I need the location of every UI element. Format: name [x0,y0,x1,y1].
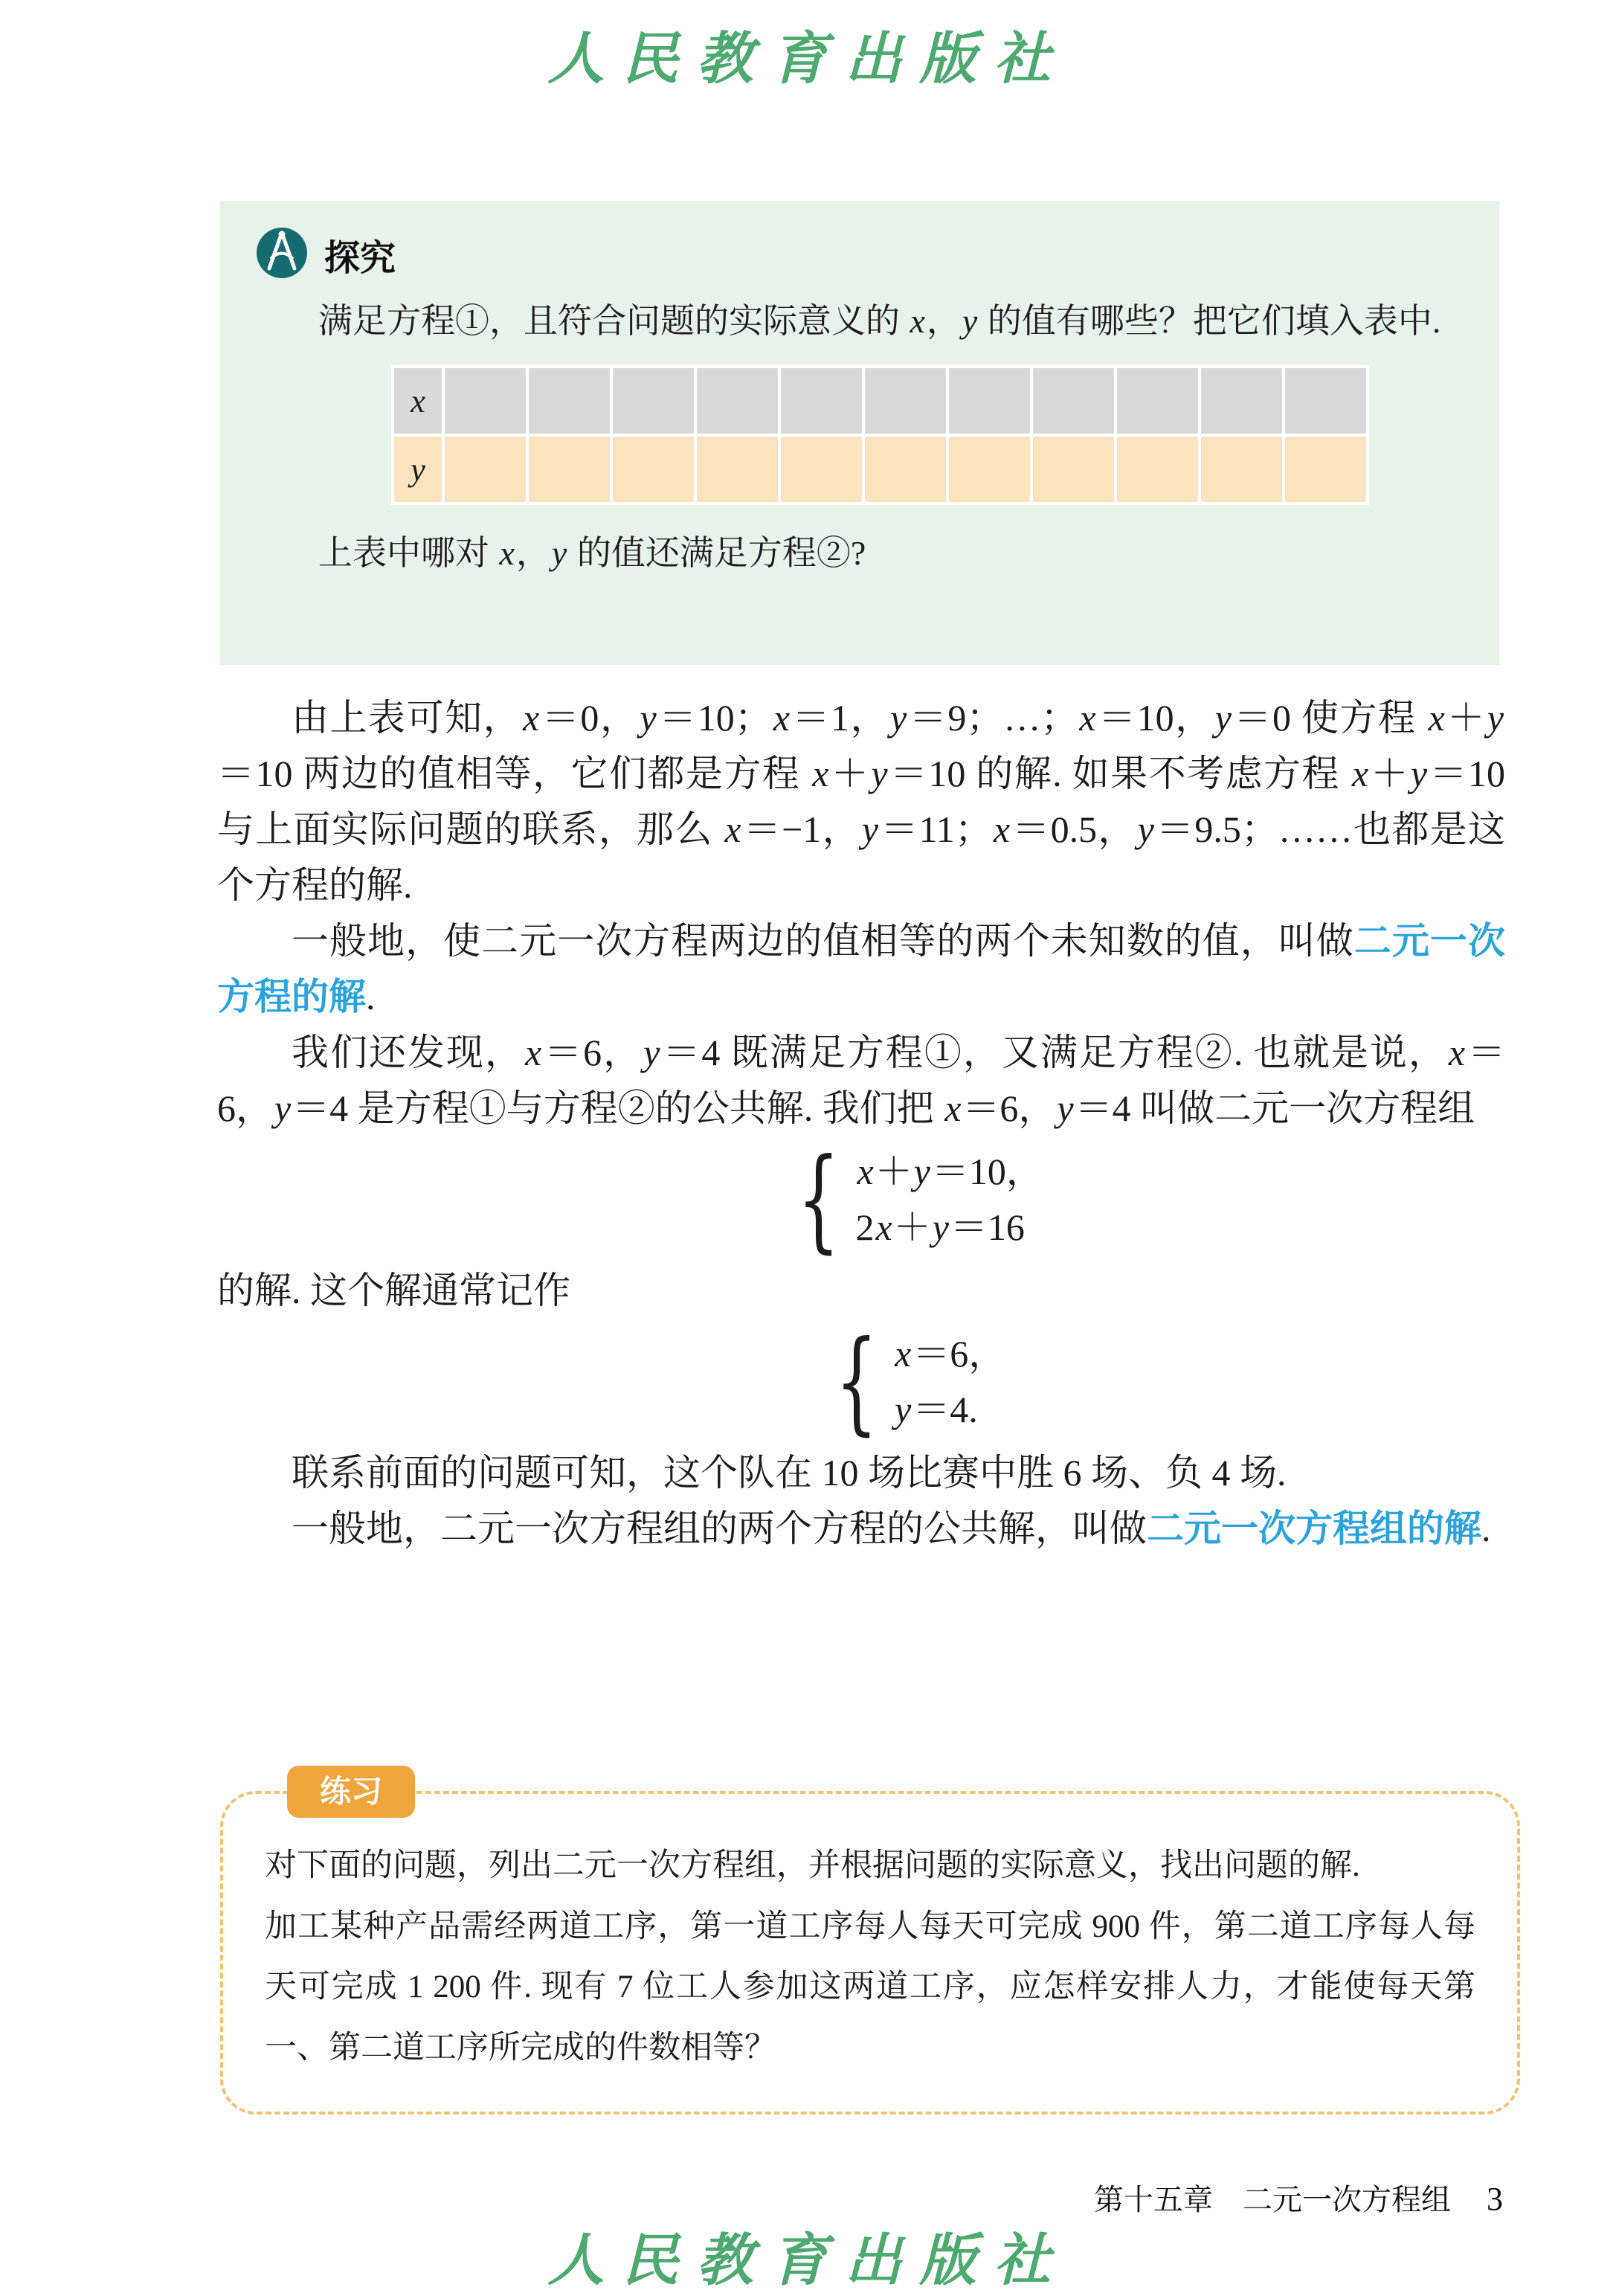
math-variable: x [895,1333,912,1374]
practice-label: 练习 [287,1766,415,1818]
equation-lines [856,1144,1043,1255]
math-variable: y [913,1151,930,1192]
explore-table [391,365,1369,505]
equation-line: x＝6， [895,1333,1006,1374]
equation-line: y＝4. [895,1389,978,1430]
math-variable: x [524,1032,542,1073]
table-cell-empty [527,435,611,504]
table-cell-empty [779,435,863,504]
table-cell-empty [779,367,863,435]
math-variable: x [773,697,790,739]
publisher-watermark-top: 人民教育出版社 [547,25,1069,91]
key-term: 二元一次方程的解 [217,920,1506,1017]
math-variable: x [724,808,741,850]
table-cell-empty [1031,435,1116,504]
table-cell-empty [527,367,611,435]
table-cell-empty [1200,367,1284,435]
table-cell-empty [1284,367,1368,435]
math-variable: y [932,1206,949,1248]
math-variable: x [857,1151,874,1192]
math-variable: x [812,753,829,794]
math-variable: x [523,697,540,739]
practice-paragraph: 对下面的问题，列出二元一次方程组，并根据问题的实际意义，找出问题的解. [265,1848,1360,1883]
equation-system [269,1135,1557,1264]
table-cell-empty [1284,435,1368,504]
math-variable: y [962,302,978,340]
math-variable: x [993,808,1011,850]
math-variable: y [643,1032,660,1073]
math-variable: x [1351,753,1369,794]
chapter-title: 第十五章 二元一次方程组 [1094,2183,1451,2216]
table-cell-empty [1031,367,1116,435]
key-term: 二元一次方程组的解 [1147,1508,1481,1549]
compass-icon [254,225,309,284]
explore-header [254,226,1469,283]
math-variable: y [861,808,879,850]
math-variable: y [1410,753,1428,794]
equation-line: 2x＋y＝16 [855,1206,1025,1248]
math-variable: x [1448,1032,1466,1073]
table-cell-empty [863,367,947,435]
page-footer [1094,2176,1503,2219]
paragraph: 一般地，使二元一次方程两边的值相等的两个未知数的值，叫做二元一次方程的解. [217,920,1506,1017]
paragraph: 联系前面的问题可知，这个队在 10 场比赛中胜 6 场、负 4 场. [292,1452,1287,1493]
math-variable: x [1079,697,1096,739]
math-variable: y [1057,1087,1074,1129]
table-cell-empty [443,435,527,504]
math-variable: y [274,1087,292,1129]
math-variable: y [871,753,888,794]
math-variable: y [1487,697,1504,739]
equation-line: x＋y＝10， [857,1151,1043,1192]
math-variable: y [1214,697,1232,739]
paragraph: 我们还发现，x＝6，y＝4 既满足方程①，又满足方程②. 也就是说，x＝6，y＝4 是方程①与方程②的公共解. 我们把 x＝6，y＝4 叫做二元一次方程组 [217,1032,1506,1129]
left-brace: { [797,1135,840,1264]
table-cell-empty [695,367,779,435]
equation-lines [893,1326,1005,1438]
row-label-y: y [393,435,443,504]
math-variable: x [944,1087,962,1129]
row-label-x: x [393,367,443,435]
math-variable: x [875,1206,892,1248]
table-cell-empty [947,367,1031,435]
explore-question: 上表中哪对 x，y 的值还满足方程②? [318,534,866,573]
table-cell-empty [863,435,947,504]
math-variable: y [1137,808,1154,850]
paragraph: 一般地，二元一次方程组的两个方程的公共解，叫做二元一次方程组的解. [292,1508,1491,1549]
table-row-x [393,367,1368,435]
explore-title: 探究 [324,238,396,278]
table-row-y [393,435,1368,504]
table-cell-empty [1200,435,1284,504]
math-variable: y [551,534,567,573]
explore-intro: 满足方程①，且符合问题的实际意义的 x，y 的值有哪些？把它们填入表中. [318,302,1441,340]
table-cell-empty [1116,367,1200,435]
math-variable: y [895,1389,912,1430]
math-variable: x [1428,697,1445,739]
practice-paragraphs [265,1836,1475,2079]
table-cell-empty [443,367,527,435]
math-variable: y [640,697,657,739]
paragraph: 由上表可知，x＝0，y＝10；x＝1，y＝9；…；x＝10，y＝0 使方程 x＋y＝10 两边的值相等，它们都是方程 x＋y＝10 的解. 如果不考虑方程 x＋y＝10 与上面实际问题的联系，那么 x＝−1，y＝11；x＝0.5，y＝9.5；……也都是这个方程的解. [217,697,1506,906]
publisher-watermark-bottom: 人民教育出版社 [547,2227,1069,2293]
table-cell-empty [611,367,695,435]
table-cell-empty [611,435,695,504]
equation-system [269,1317,1557,1447]
practice-box [220,1774,1520,2115]
math-variable: x [499,534,515,573]
practice-paragraph: 加工某种产品需经两道工序，第一道工序每人每天可完成 900 件，第二道工序每人每天可完成 1 200 件. 现有 7 位工人参加这两道工序，应怎样安排人力，才能使每天第一、第二道工序所完成的件数相等？ [265,1908,1475,2066]
table-cell-empty [1116,435,1200,504]
body-text [217,690,1505,1557]
left-brace: { [834,1317,878,1447]
page-number: 3 [1487,2181,1503,2217]
table-cell-empty [947,435,1031,504]
table-cell-empty [695,435,779,504]
math-variable: x [910,302,925,340]
paragraph: 的解. 这个解通常记作 [217,1270,570,1311]
math-variable: y [890,697,907,739]
explore-box [220,201,1499,665]
